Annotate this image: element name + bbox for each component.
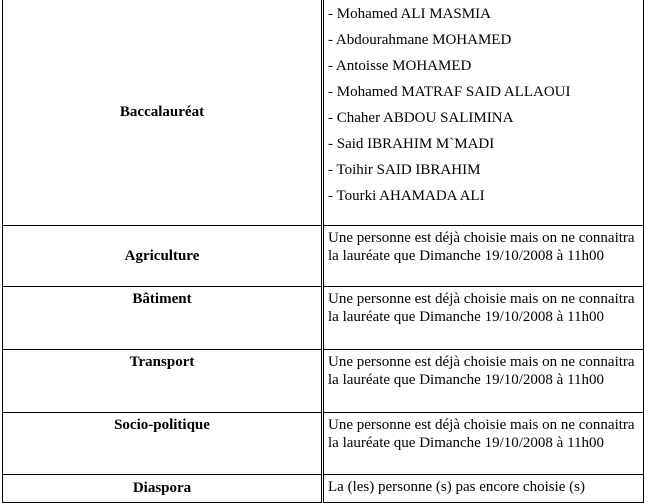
category-cell: Transport (3, 350, 323, 413)
table-row (3, 475, 644, 503)
list-item: - Chaher ABDOU SALIMINA (328, 110, 514, 126)
category-cell: Bâtiment (3, 287, 323, 350)
list-item: - Abdourahmane MOHAMED (328, 32, 512, 48)
table-row (3, 413, 644, 475)
list-item: - Mohamed MATRAF SAID ALLAOUI (328, 84, 571, 100)
list-item: - Said IBRAHIM M`MADI (328, 136, 495, 152)
value-cell: Une personne est déjà choisie mais on ne connaitra la lauréate que Dimanche 19/10/2008 à 11h00 (323, 413, 644, 475)
category-cell: Diaspora (3, 475, 323, 503)
table-row (3, 0, 644, 226)
value-cell: Une personne est déjà choisie mais on ne connaitra la lauréate que Dimanche 19/10/2008 à 11h00 (323, 287, 644, 350)
category-cell: Baccalauréat (3, 0, 323, 226)
value-cell: La (les) personne (s) pas encore choisie (s) (323, 475, 644, 503)
category-cell: Socio-politique (3, 413, 323, 475)
laureates-table (2, 0, 644, 503)
value-cell: Une personne est déjà choisie mais on ne connaitra la lauréate que Dimanche 19/10/2008 à 11h00 (323, 226, 644, 287)
table-row (3, 287, 644, 350)
list-item: - Antoisse MOHAMED (328, 58, 472, 74)
list-item: - Tourki AHAMADA ALI (328, 188, 485, 204)
category-cell: Agriculture (3, 226, 323, 287)
names-list (328, 3, 639, 211)
table-row (3, 350, 644, 413)
names-cell (323, 0, 644, 226)
list-item: - Toihir SAID IBRAHIM (328, 162, 481, 178)
table-row (3, 226, 644, 287)
value-cell: Une personne est déjà choisie mais on ne connaitra la lauréate que Dimanche 19/10/2008 à 11h00 (323, 350, 644, 413)
list-item: - Mohamed ALI MASMIA (328, 6, 491, 22)
